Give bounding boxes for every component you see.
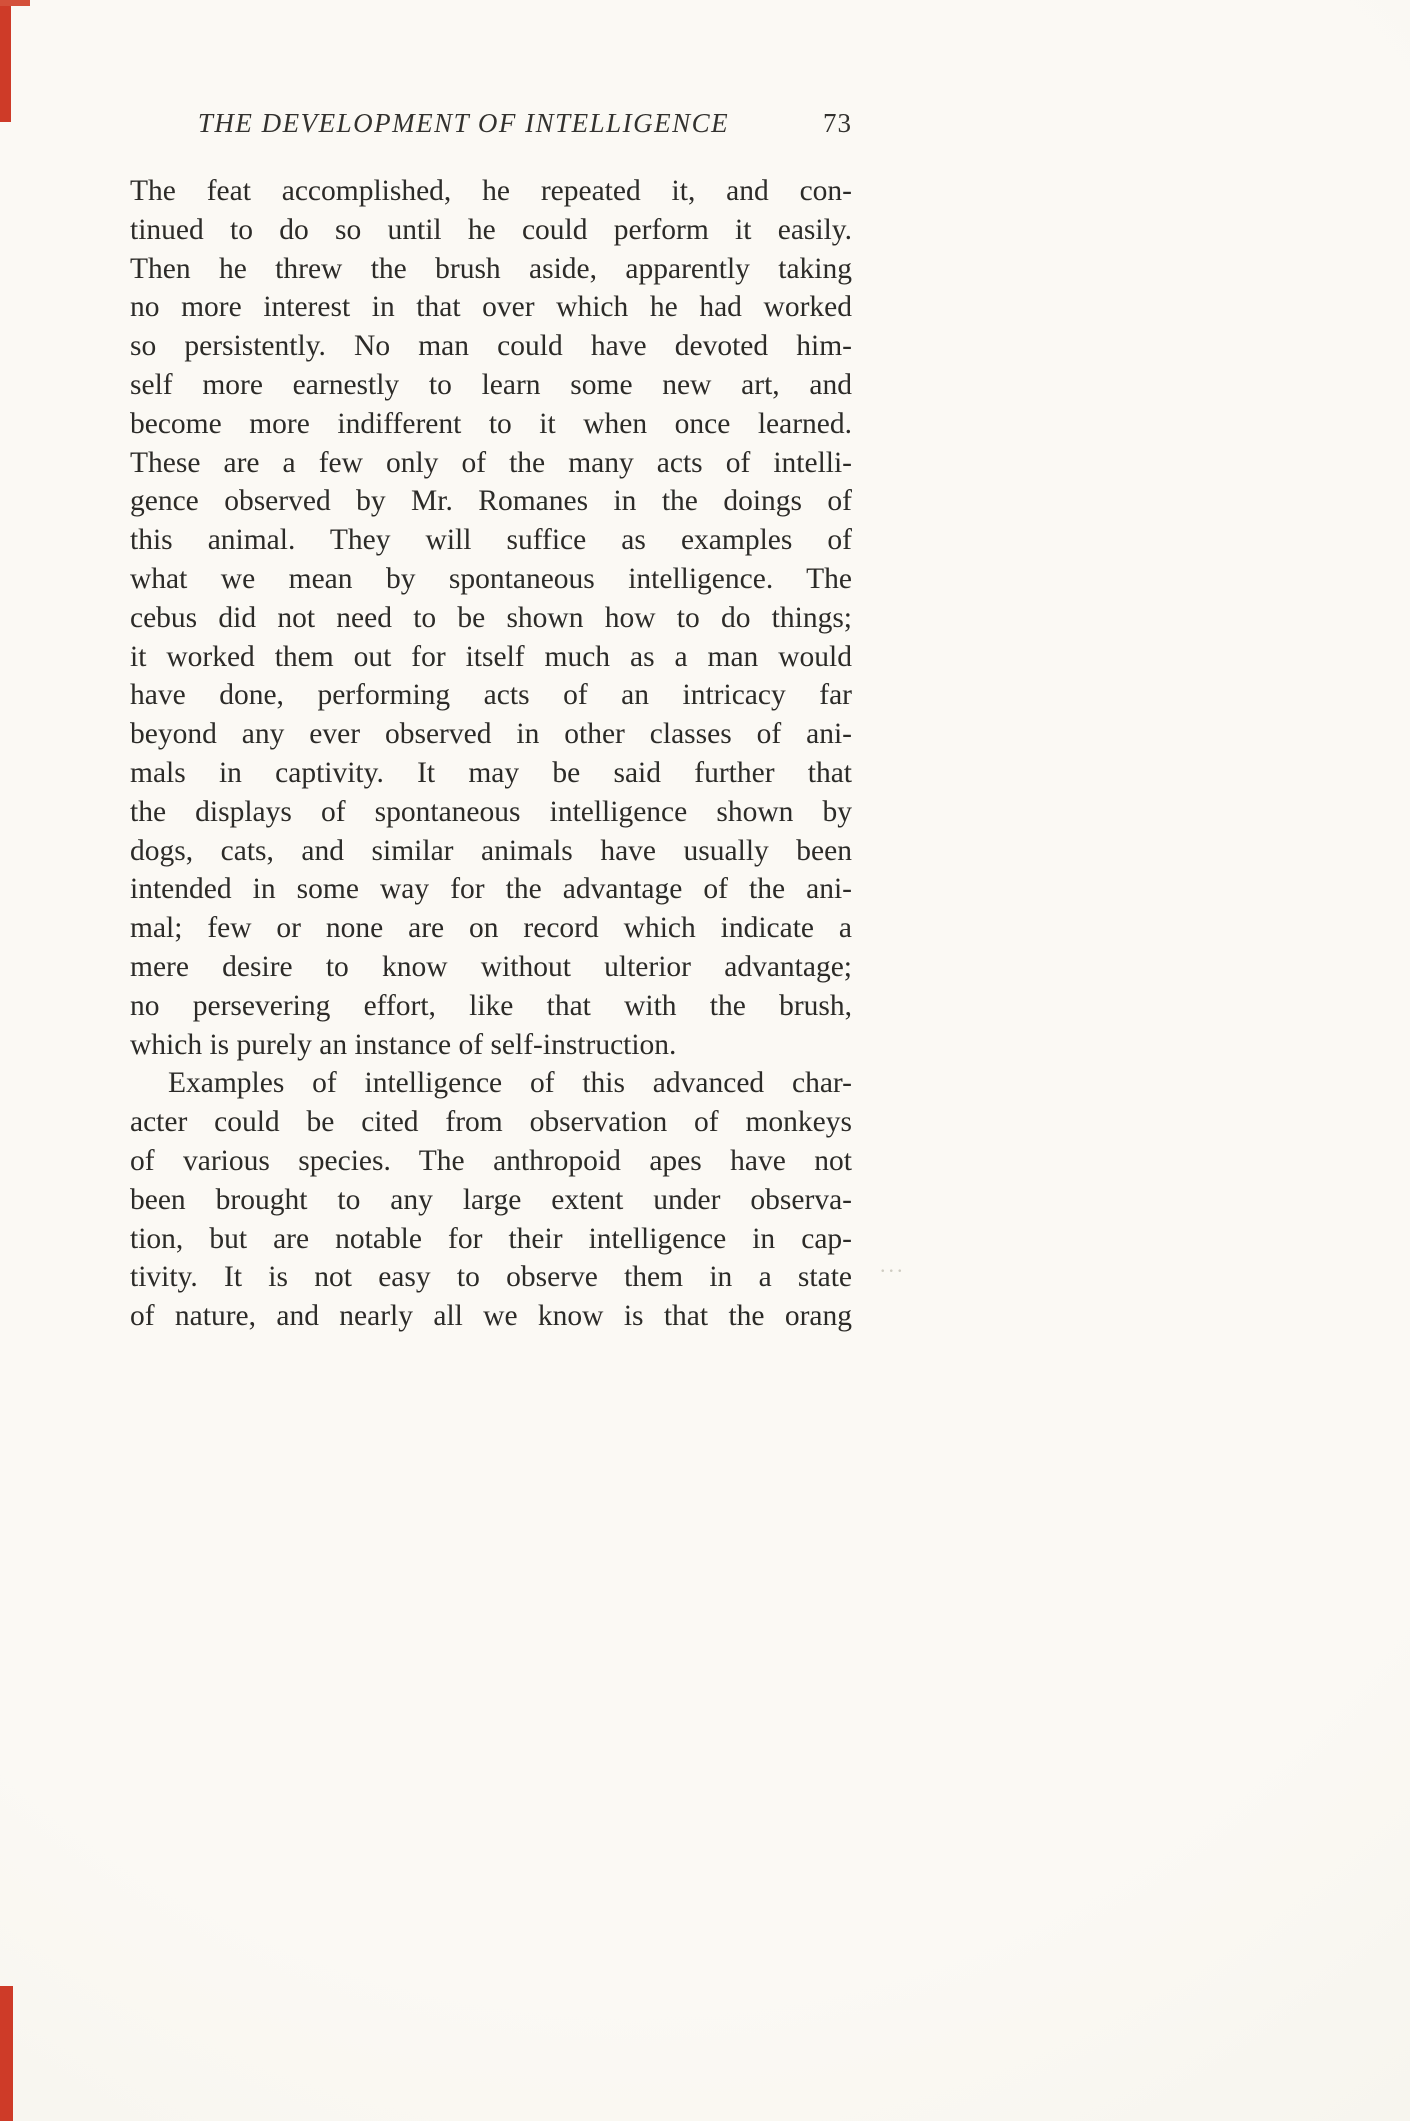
page-body — [130, 172, 852, 1336]
text-line: These are a few only of the many acts of intelli- — [130, 446, 852, 479]
text-line: no more interest in that over which he had worked — [130, 291, 852, 324]
text-line: tion, but are notable for their intelligence in cap- — [130, 1222, 852, 1255]
text-line: of various species. The anthropoid apes have not — [130, 1144, 852, 1177]
text-line: the displays of spontaneous intelligence shown by — [130, 795, 852, 828]
text-line: no persevering effort, like that with the brush, — [130, 989, 852, 1022]
running-head-title: THE DEVELOPMENT OF INTELLIGENCE — [197, 108, 730, 138]
text-line: gence observed by Mr. Romanes in the doings of — [130, 485, 852, 518]
text-line: beyond any ever observed in other classes of ani- — [130, 718, 852, 751]
text-line: Then he threw the brush aside, apparently taking — [130, 252, 852, 285]
text-line: which is purely an instance of self-instruction. — [130, 1028, 677, 1061]
text-line: it worked them out for itself much as a man would — [130, 640, 852, 673]
text-line: dogs, cats, and similar animals have usually been — [130, 834, 852, 867]
text-line: mere desire to know without ulterior advantage; — [130, 950, 852, 983]
text-line: acter could be cited from observation of monkeys — [130, 1106, 852, 1139]
scan-binding-edge-top — [0, 0, 30, 6]
scan-binding-strip-top — [0, 0, 11, 122]
text-line: self more earnestly to learn some new art, and — [130, 368, 852, 401]
text-line: mals in captivity. It may be said further that — [130, 756, 852, 789]
text-line: so persistently. No man could have devoted him- — [130, 330, 852, 363]
text-line: of nature, and nearly all we know is that the orang — [130, 1300, 852, 1333]
text-line: tinued to do so until he could perform it easily. — [130, 213, 852, 246]
text-line: been brought to any large extent under observa- — [130, 1183, 852, 1216]
text-line: tivity. It is not easy to observe them in a state — [130, 1261, 852, 1294]
text-line: have done, performing acts of an intricacy far — [130, 679, 852, 712]
text-line: intended in some way for the advantage of the ani- — [130, 873, 852, 906]
text-line: this animal. They will suffice as examples of — [130, 524, 852, 557]
text-line: mal; few or none are on record which indicate a — [130, 912, 852, 945]
scan-smudge: ... — [880, 1252, 906, 1277]
text-line: what we mean by spontaneous intelligence. The — [130, 562, 852, 595]
text-line: cebus did not need to be shown how to do things; — [130, 601, 852, 634]
text-line: Examples of intelligence of this advanced char- — [168, 1067, 852, 1100]
paragraph — [130, 172, 852, 1064]
paragraph — [130, 1064, 852, 1336]
text-line: become more indifferent to it when once learned. — [130, 407, 852, 440]
page-number: 73 — [823, 108, 852, 138]
running-head — [130, 108, 852, 139]
text-line: The feat accomplished, he repeated it, and con- — [130, 175, 852, 207]
scan-binding-strip-bottom — [0, 1986, 13, 2121]
